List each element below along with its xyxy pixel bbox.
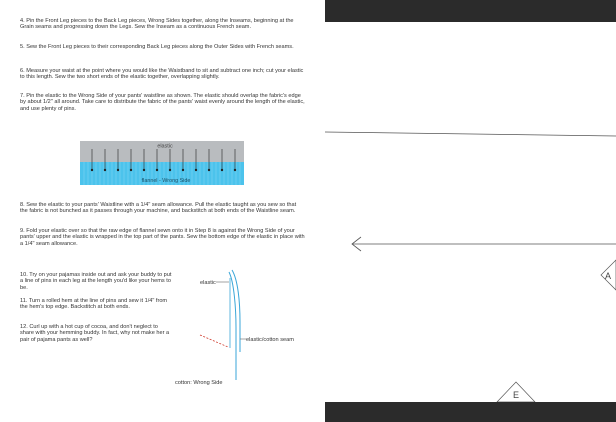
step-10-text: 10. Try on your pajamas inside out and ask your buddy to put a line of pins in each leg at the length you'd like your hems to be. <box>20 272 172 291</box>
step-8-text: 8. Sew the elastic to your pants' Waistline with a 1/4" seam allowance. Pull the elastic taught as you sew so that the fabric is not bunched as it passes through your machine, and backstitch at both ends of the Waistline seam. <box>20 202 297 215</box>
notch-marker-e <box>497 382 535 402</box>
fig2-cotton-label: cotton: Wrong Side <box>175 380 223 386</box>
notch-marker-a <box>601 260 616 290</box>
marker-a-label: A <box>604 271 612 281</box>
step-6-text: 6. Measure your waist at the point where you would like the Waistband to sit and subtract one inch; cut your elastic to this length. Sew the two short ends of the elastic together, overlapping slightly. <box>20 68 304 81</box>
elastic-flannel-figure <box>80 141 244 185</box>
cut-line <box>325 132 616 136</box>
pattern-piece-drawing <box>325 22 616 402</box>
step-7-text: 7. Pin the elastic to the Wrong Side of your pants' waistline as shown. The elastic should overlap the fabric's edge by about 1/2" all around. Take care to distribute the fabric of the pants' waist evenly around the length of the elastic, and use plenty of pins. <box>20 93 305 112</box>
step-12-text: 12. Curl up with a hot cup of cocoa, and don't neglect to share with your hemming buddy. In fact, why not make her a pair of pajama pants as well? <box>20 324 170 343</box>
hem-cross-section-figure <box>172 268 322 390</box>
step-5-text: 5. Sew the Front Leg pieces to their corresponding Back Leg pieces along the Outer Sides with French seams. <box>20 44 294 50</box>
pattern-page <box>325 22 616 402</box>
seam-stitch-line <box>200 335 228 347</box>
step-4-text: 4. Pin the Front Leg pieces to the Back Leg pieces, Wrong Sides together, along the Inseams, beginning at the Grain seams and progressing down the Legs. Sew the Inseam as a continuous French seam. <box>20 18 294 31</box>
marker-e-label: E <box>512 390 520 400</box>
fig2-elastic-label: elastic <box>200 280 216 286</box>
fig2-seam-label: elastic/cotton seam <box>246 337 294 343</box>
flannel-label: flannel - Wrong Side <box>141 178 191 184</box>
grainline-arrow-icon <box>352 237 616 251</box>
step-9-text: 9. Fold your elastic over so that the raw edge of flannel sewn onto it in Step 8 is against the Wrong Side of your pants' upper and the elastic is wrapped in the top part of the pants. Sew the bottom edge of the elastic in place with a 1/4" seam allowance. <box>20 228 305 247</box>
step-11-text: 11. Turn a rolled hem at the line of pins and sew it 1/4" from the hem's top edge. Backstitch at both ends. <box>20 298 168 311</box>
elastic-label: elastic <box>157 143 173 150</box>
